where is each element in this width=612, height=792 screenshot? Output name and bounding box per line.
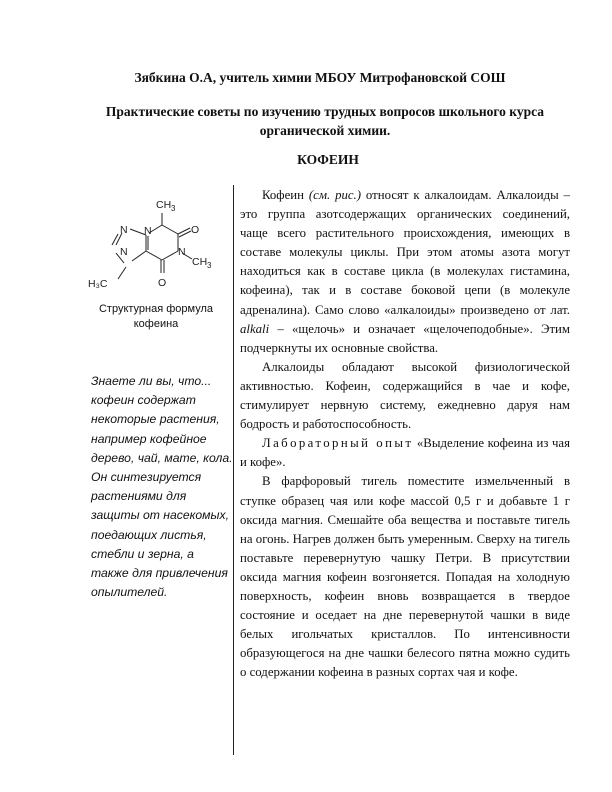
latin-term: alkali (240, 321, 270, 336)
atom-label: CH (156, 199, 172, 211)
atom-label: CH (192, 256, 208, 268)
bond (162, 251, 178, 260)
atom-label: N (120, 246, 128, 258)
atom-label: N (178, 246, 186, 258)
document-title: Практические советы по изучению трудных вопросов школьного курса органической химии. (105, 104, 545, 138)
lab-label: Лабораторный опыт (262, 436, 414, 451)
atom-label: O (191, 224, 200, 236)
column-divider (233, 185, 234, 755)
figure-reference: (см. рис.) (308, 188, 362, 202)
bond (179, 231, 191, 237)
atom-label: H₃C (88, 278, 108, 290)
section-heading: КОФЕИН (297, 152, 359, 167)
paragraph-procedure: В фарфоровый тигель поместите измельченный в ступке образец чая или кофе массой 0,5 г и добавьте 1 г оксида магния. Смешайте оба вещества и поставьте тигель на огонь. Нагрев должен быть умеренным. Сверху на тигель поставьте перевернутую чашку Петри. В присутствии оксида магния кофеин возгоняется. Попадая на холодную поверхность, кофеин вновь возвращается в твердое состояние и оседает на дне перевернутой чашки в виде белых игольчатых кристаллов. По интенсивности образующегося на дне чашки белесого пятна можно судить о содержании кофеина в разных сортах чая и кофе. (240, 474, 570, 680)
caffeine-structure-diagram (82, 193, 222, 298)
atom-label: O (158, 277, 167, 289)
bond (146, 251, 162, 260)
paragraph-activity: Алкалоиды обладают высокой физиологической активностью. Кофеин, содержащийся в чае и кофе, стимулирует нервную систему, ежедневно даруя нам бодрость и работоспособность. (240, 359, 570, 432)
author-line: Зябкина О.А, учитель химии МБОУ Митрофановской СОШ (134, 70, 506, 85)
atom-label: 3 (171, 204, 176, 213)
atom-label: N (144, 225, 152, 237)
bond (118, 267, 126, 279)
atom-label: N (120, 224, 128, 236)
paragraph-alkaloids: Кофеин (см. рис.) относят к алкалоидам. Алкалоиды – это группа азотсодержащих органических соединений, чаще всего растительного происхождения, имеющих в составе молекулы циклы. При этом атомы азота могут находиться как в составе цикла (в молекулах гистамина, кофеина), так и в составе боковой цепи (в молекуле адреналина). Само слово «алкалоиды» произведено от лат. alkali – «щелочь» и означает «щелочеподобные». Этим подчеркнуты их основные свойства. (240, 188, 570, 355)
bond (132, 251, 146, 261)
main-text (240, 186, 570, 682)
figure-caption: Структурная формула кофеина (98, 303, 214, 330)
paragraph-lab-title: Лабораторный опыт «Выделение кофеина из чая и кофе». (240, 436, 570, 470)
atom-label: 3 (207, 261, 212, 270)
did-you-know-note: Знаете ли вы, что... кофеин содержат некоторые растения, например кофейное дерево, чай, мате, кола. Он синтезируется растениями для защиты от насекомых, поедающих листья, стебли и зерна, а также для привлечения опылителей. (91, 374, 233, 600)
bond (178, 228, 190, 234)
bond (162, 225, 178, 234)
